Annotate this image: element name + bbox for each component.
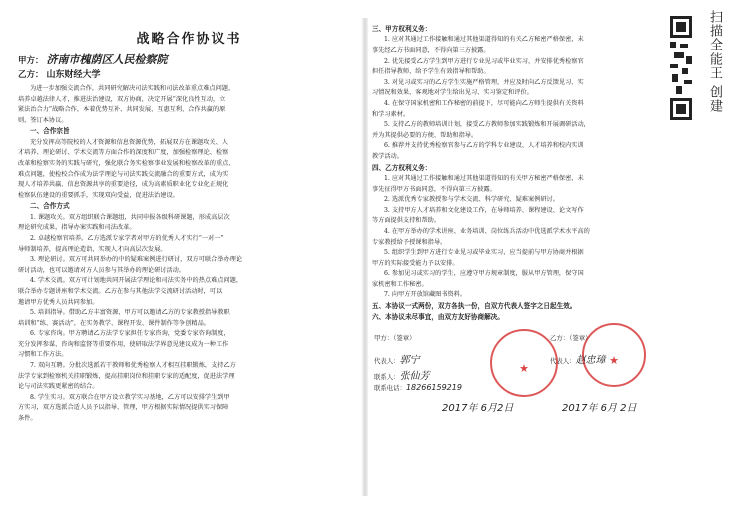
item-line: 6. 推荐并支持优秀检察官参与乙方的学科专业建设、人才培养和校内实训 [384, 142, 584, 150]
party-a-sign-label: 甲方：（签章） [374, 334, 416, 343]
item-line: 担任指导教师，给予学生有效指导和帮助。 [372, 68, 490, 76]
section-heading: 三、甲方权利义务： [372, 25, 432, 33]
item-line: 专家教授给予授课和指导。 [372, 238, 447, 246]
item-line: 理论研究成果，指导办案实践和司法改革。 [18, 224, 136, 232]
item-line: 教学活动。 [372, 152, 403, 160]
party-a-representative [374, 351, 420, 366]
item-line: 2. 选派优秀专家教授参与学术交流、科学研究、疑难案例研讨。 [384, 196, 559, 204]
party-b-date: 2017年 6月 2日 [562, 403, 637, 415]
party-a-date: 2017年 6月2日 [442, 403, 514, 415]
intro-paragraph [18, 84, 360, 126]
party-b-label: 乙方： [18, 70, 44, 80]
item-line: 并为其提供必要的方便、帮助和指导。 [372, 131, 478, 139]
rep-label: 代表人： [374, 357, 400, 366]
item-line: 6. 参加见习或实习的学生，应遵守甲方规章制度，服从甲方管理，保守国 [384, 270, 584, 278]
item-line: 事先经乙方书面同意，不得向第三方披露。 [372, 47, 490, 54]
intro-line: 培养卓越法律人才，推进法治建设，双方协商，决定开展“深化良性互动，立 [18, 95, 226, 103]
rep-a-signature: 郭宁 [399, 355, 420, 367]
item-line: 甲方的实际接受能力予以安排。 [372, 259, 459, 267]
section-3-body [372, 35, 662, 162]
item-line: 4. 在甲方举办的学术讲座、业务培训、岗位练兵活动中优选派学术水平高的 [384, 227, 590, 235]
section-1-body [18, 138, 360, 202]
body-line: 检察队伍建设的重要抓手，实现双向受益，促进法治建设。 [18, 191, 179, 199]
item-line: 导师制培养，提高理论造诣，实现人才向高层次发展。 [18, 245, 167, 253]
scanner-watermark: 扫描全能王 创建 [707, 10, 722, 114]
item-line: 充分发挥参谋、咨询和监督等重要作用，使研取法学界意见建议成为一种工作 [18, 340, 229, 348]
item-line: 1. 应对其通过工作接触和通过其他渠道得知的有关乙方秘密严格保密，未 [384, 36, 584, 44]
item-line: 培训和“练、赛活动”，在实务教学、课程开发、课件制作等争创精品。 [18, 319, 210, 327]
party-a-phone [374, 383, 462, 392]
party-b [18, 68, 360, 82]
page-right [372, 22, 662, 492]
contact-label: 联系人： [374, 373, 400, 382]
item-line: 3. 对见习或实习的乙方学生实施严格管理，并应及时向乙方反馈见习、实 [384, 78, 584, 86]
party-b-name: 山东财经大学 [46, 70, 101, 80]
item-line: 2. 卓越检察官培养。乙方选派专家学者对甲方的优秀人才实行“一对一” [30, 234, 224, 242]
item-line: 事先征得甲方书面同意，不得向第三方披露。 [372, 185, 496, 193]
body-line: 难点问题，使检校合作成为法学理论与司法实践交流融合的重要方式，成为实 [18, 170, 229, 178]
qr-code-icon [670, 16, 692, 120]
book-spine [362, 18, 368, 496]
item-line: 和学习素材。 [372, 110, 410, 118]
page-left [18, 22, 360, 492]
seal-star-icon: ★ [609, 353, 619, 367]
clause-5: 五、本协议一式两份，双方各执一份，自双方代表人签字之日起生效。 [372, 302, 577, 311]
item-line: 6. 专家咨询。甲方聘请乙方法学专家担任专家咨询，党委专家咨询制度， [30, 330, 230, 338]
section-heading: 一、合作宗旨 [30, 127, 70, 136]
party-b-sign-label: 乙方：（签章） [550, 334, 592, 343]
signature-block [372, 329, 662, 425]
item-line: 4. 学术交流。双方可计划地共同开展法学理论和司法实务中的热点难点问题， [30, 277, 243, 285]
section-heading: 四、乙方权利义务： [372, 163, 432, 172]
body-line: 才培养、理论研讨、学术交流等方面合作的深度和广度，加强检察理论、检察 [18, 149, 229, 157]
item-line: 5. 培训指导。借助乙方丰富资源，甲方可以邀请乙方的专家教授指导教职 [30, 309, 230, 317]
item-line: 1. 课题攻关。双方组织联合课题组，共同申报各级科研课题，形成高层次 [30, 213, 230, 221]
item-line: 邀请甲方优秀人员共同参加。 [18, 298, 99, 306]
party-a-label: 甲方： [18, 56, 44, 66]
seal-star-icon: ★ [519, 361, 529, 375]
item-line: 3. 理论研讨。双方可共同举办的中的疑难案例进行研讨，双方可联合举办理论 [30, 256, 243, 264]
body-line: 改革和检察实务的实践与研究，强化联合务实检察事业发展和检察改革的重点、 [18, 159, 235, 167]
party-a-seal [490, 329, 558, 397]
item-line: 论与司法实践更紧密的结合。 [18, 383, 99, 391]
item-line: 习惯和工作方法。 [18, 351, 68, 359]
body-line: 充分发挥高等院校的人才资源和信息资源优势，拓展双方在课题攻关、人 [30, 138, 228, 146]
item-line: 法学专家到检察机关挂职锻炼，提高挂职岗位和挂职专家的适配度，促进法学理 [18, 372, 235, 380]
item-line: 条件。 [18, 415, 37, 423]
item-line: 1. 应对其通过工作接触和通过其他渠道得知的有关甲方秘密严格保密，未 [384, 174, 584, 182]
item-line: 3. 支持甲方人才培养和文化建设工作，在导师培养、课程建设、论文写作 [384, 206, 584, 214]
contact-a-signature: 张仙芳 [399, 371, 430, 383]
phone-label: 联系电话： [374, 384, 406, 393]
item-line: 4. 在保守国家机密和工作秘密的前提下，尽可能向乙方师生提供有关资料 [384, 99, 584, 107]
body-line: 现人才培养共赢、信息资源共享的重要途径，成为高素质职业化专业化正规化 [18, 181, 229, 189]
item-line: 家机密和工作秘密。 [372, 280, 428, 288]
item-line: 联合举办专题讲座和学术交流。乙方在参与其他法学交流研讨活动时，可以 [18, 287, 223, 295]
section-2-body [18, 213, 360, 425]
party-b-representative [550, 351, 606, 366]
item-line: 7. 向甲方开放馆藏图书资料。 [384, 291, 467, 299]
section-heading: 二、合作方式 [30, 202, 70, 211]
party-a-name: 济南市槐荫区人民检察院 [46, 53, 168, 66]
party-a-contact [374, 367, 430, 382]
item-line: 研讨活动，也可以邀请对方人员参与其举办的理论研讨活动。 [18, 266, 186, 274]
clause-6: 六、本协议未尽事宜，由双方友好协商解决。 [372, 313, 504, 322]
item-line: 5. 支持乙方的教师培训计划，接受乙方教师参加实践锻炼和开展调研活动， [384, 121, 590, 129]
item-line: 习情况和效果，客观地对学生给出见习、实习鉴定和评价。 [372, 89, 533, 97]
phone-a-value: 18266159219 [405, 383, 462, 393]
item-line: 2. 优先接受乙方学生到甲方进行专业见习或毕业实习，并安排优秀检察官 [384, 57, 584, 65]
intro-line: 为进一步加强交流合作，共同研究解决司法实践和司法改革重点难点问题， [30, 85, 235, 92]
section-4-body [372, 174, 662, 301]
rep-label: 代表人： [550, 357, 576, 366]
intro-line: 则，签订本协议。 [18, 116, 68, 124]
intro-line: 紧法治合力”战略合作，本着优势互补、共同发展、互惠互利、合作共赢的原 [18, 106, 226, 114]
item-line: 等方面提供支持和帮助。 [372, 217, 441, 225]
item-line: 8. 学生实习。双方联合在甲方设立教学实习基地，乙方可以安排学生到甲 [30, 393, 230, 401]
party-a [18, 53, 360, 68]
item-line: 5. 组织学生到甲方进行专业见习或毕业实习，应当提前与甲方协商并根据 [384, 249, 584, 257]
document-title: 战略合作协议书 [136, 32, 242, 47]
item-line: 方实习，双方选派合适人员予以指导、管理，甲方根据实际情况提供实习保障 [18, 404, 229, 412]
rep-b-signature: 赵忠璋 [575, 355, 606, 367]
item-line: 7. 双向互聘。分批次选派若干教师和优秀检察人才相互挂职锻炼，支持乙方 [30, 362, 236, 370]
